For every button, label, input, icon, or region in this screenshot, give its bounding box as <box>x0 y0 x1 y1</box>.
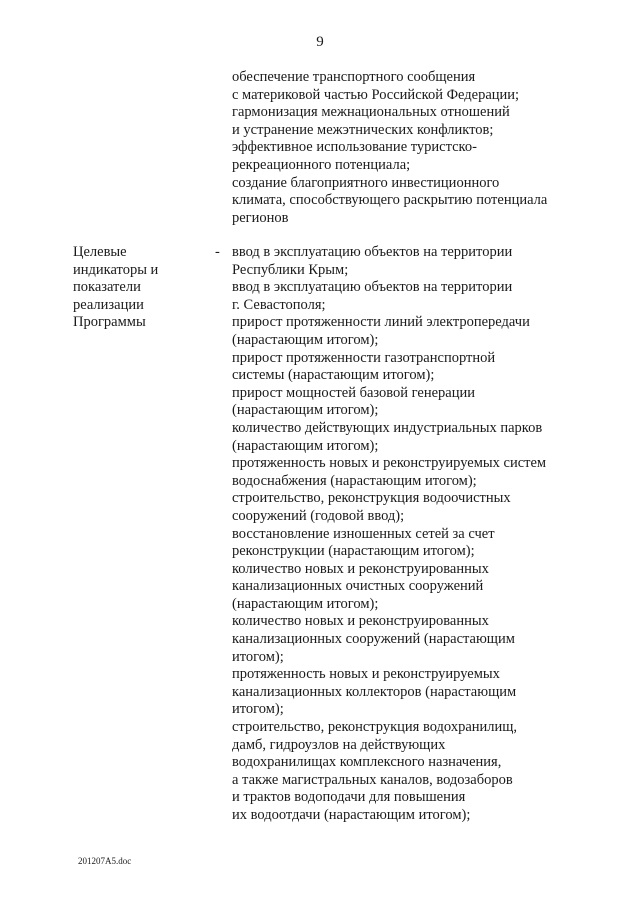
indicator-line: восстановление изношенных сетей за счет <box>232 525 495 542</box>
goal-line: с материковой частью Российской Федерации; <box>232 86 520 103</box>
goal-line: гармонизация межнациональных отношений <box>232 104 510 121</box>
indicator-line: (нарастающим итогом); <box>232 595 379 612</box>
indicator-line: канализационных очистных сооружений <box>232 578 484 595</box>
indicator-line: водоснабжения (нарастающим итогом); <box>232 472 477 489</box>
indicator-line: (нарастающим итогом); <box>232 402 379 419</box>
section-label-line: реализации <box>73 296 144 313</box>
indicator-line: прирост мощностей базовой генерации <box>232 384 476 401</box>
indicator-line: реконструкции (нарастающим итогом); <box>232 543 475 560</box>
indicator-line: канализационных коллекторов (нарастающим <box>232 683 517 700</box>
footer-filename: 201207A5.doc <box>78 856 132 866</box>
indicator-line: системы (нарастающим итогом); <box>232 367 435 384</box>
indicator-line: прирост протяженности линий электропередачи <box>232 314 530 331</box>
section-label-line: показатели <box>73 279 141 296</box>
indicator-line: протяженность новых и реконструируемых <box>232 666 500 683</box>
goal-line: регионов <box>232 209 289 226</box>
goal-line: климата, способствующего раскрытию потенциала <box>232 192 548 209</box>
indicator-line: их водоотдачи (нарастающим итогом); <box>232 807 471 823</box>
indicator-line: дамб, гидроузлов на действующих <box>232 736 446 753</box>
indicator-line: сооружений (годовой ввод); <box>232 507 405 524</box>
section-label-line: Программы <box>73 314 146 331</box>
indicator-line: водохранилищах комплексного назначения, <box>232 754 502 771</box>
indicators-list <box>232 244 577 825</box>
indicator-line: строительство, реконструкция водохранилищ, <box>232 719 518 736</box>
indicator-line: количество действующих индустриальных парков <box>232 419 543 436</box>
indicator-line: ввод в эксплуатацию объектов на территории <box>232 244 513 260</box>
indicator-line: итогом); <box>232 701 284 718</box>
goals-continuation <box>232 69 577 227</box>
indicator-line: канализационных сооружений (нарастающим <box>232 631 515 648</box>
section-label-line: индикаторы и <box>73 261 159 278</box>
section-label <box>73 244 203 332</box>
indicator-line: количество новых и реконструированных <box>232 613 489 630</box>
goal-line: рекреационного потенциала; <box>232 156 411 173</box>
indicator-line: прирост протяженности газотранспортной <box>232 349 496 366</box>
indicator-line: а также магистральных каналов, водозаборов <box>232 771 513 788</box>
goal-line: и устранение межэтнических конфликтов; <box>232 121 494 138</box>
indicator-line: Республики Крым; <box>232 261 349 278</box>
indicator-line: и трактов водоподачи для повышения <box>232 789 466 806</box>
goal-line: обеспечение транспортного сообщения <box>232 69 476 85</box>
indicator-line: строительство, реконструкция водоочистных <box>232 490 511 507</box>
indicator-line: итогом); <box>232 648 284 665</box>
indicator-line: г. Севастополя; <box>232 296 326 313</box>
indicator-line: (нарастающим итогом); <box>232 437 379 454</box>
section-label-line: Целевые <box>73 244 127 260</box>
section-dash: - <box>215 244 220 260</box>
indicator-line: (нарастающим итогом); <box>232 331 379 348</box>
indicator-line: протяженность новых и реконструируемых систем <box>232 455 547 472</box>
indicator-line: количество новых и реконструированных <box>232 560 489 577</box>
goal-line: создание благоприятного инвестиционного <box>232 174 500 191</box>
goal-line: эффективное использование туристско- <box>232 139 477 156</box>
page-number: 9 <box>316 34 324 50</box>
indicator-line: ввод в эксплуатацию объектов на территории <box>232 279 513 296</box>
